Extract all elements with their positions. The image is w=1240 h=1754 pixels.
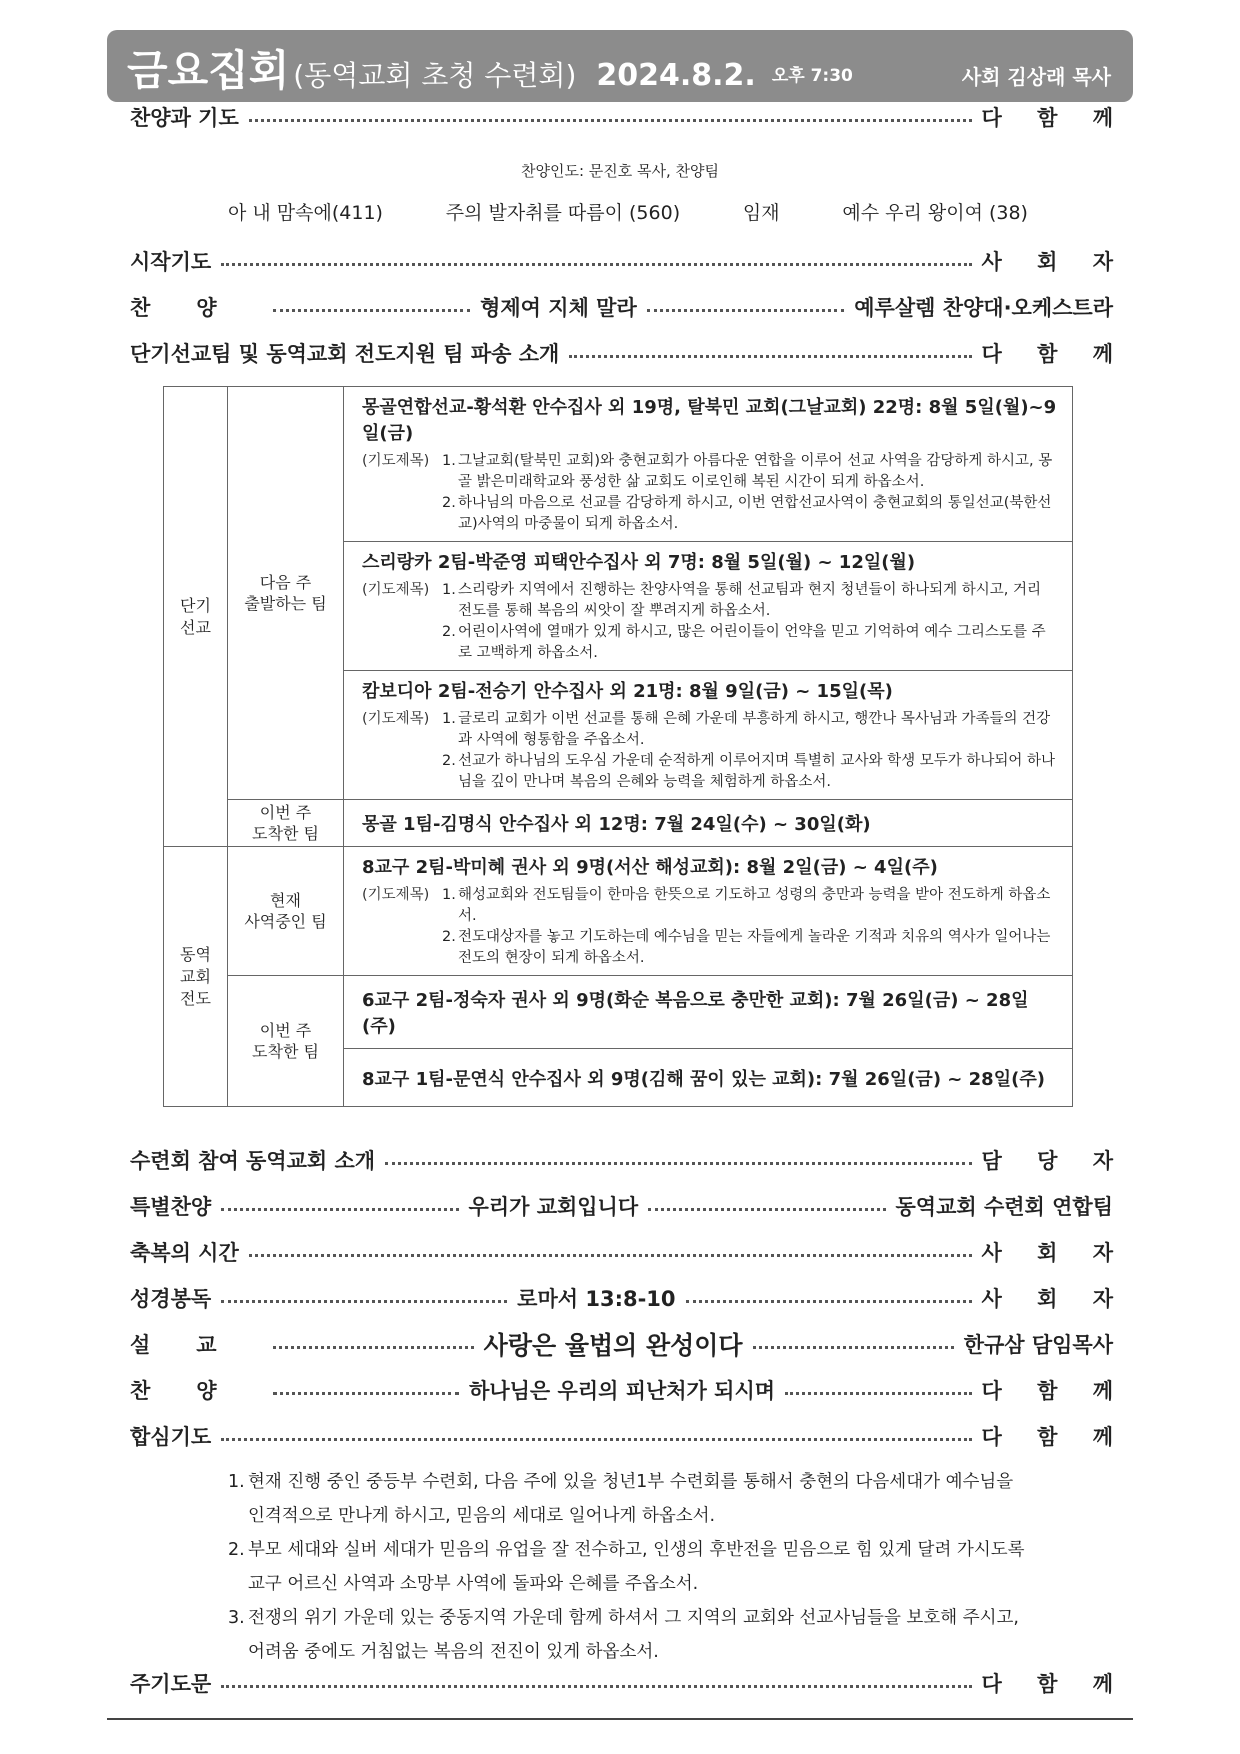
order-label: 특별찬양	[130, 1195, 212, 1219]
praise-leaders: 찬양인도: 문진호 목사, 찬양팀	[520, 162, 719, 180]
order-label: 성경봉독	[130, 1287, 212, 1311]
order-leader: 사 회 자	[981, 1241, 1127, 1265]
service-date: 2024.8.2.	[596, 58, 756, 93]
category-cell: 동역 교회 전도	[164, 847, 228, 1107]
note-text: 현재 진행 중인 중등부 수련회, 다음 주에 있을 청년1부 수련회를 통해서 충현의 다음세대가 예수님을 인격적으로 만나게 하시고, 믿음의 세대로 일어나게 하옵소서.	[248, 1472, 1014, 1526]
list-item: 2. 부모 세대와 실버 세대가 믿음의 유업을 잘 전수하고, 인생의 후반전을 믿음으로 힘 있게 달려 가시도록 교구 어르신 사역과 소망부 사역에 돌파와 은혜를 주옵소서.	[228, 1533, 1028, 1601]
prayer-item: 스리랑카 지역에서 진행하는 찬양사역을 통해 선교팀과 현지 청년들이 하나되게 하시고, 거리 전도를 통해 복음의 씨앗이 잘 뿌려지게 하옵소서.	[458, 582, 1041, 620]
footer-divider	[107, 1718, 1133, 1720]
dot-leader	[221, 263, 971, 266]
dot-leader	[221, 1300, 507, 1303]
order-label: 축복의 시간	[130, 1241, 239, 1265]
dot-leader	[785, 1392, 972, 1395]
note-text: 전쟁의 위기 가운데 있는 중동지역 가운데 함께 하셔서 그 지역의 교회와 선교사님들을 보호해 주시고, 어려움 중에도 거침없는 복음의 전진이 있게 하옵소서.	[248, 1608, 1019, 1662]
prayer-block: (기도제목) 1. 해성교회와 전도팀들이 한마음 한뜻으로 기도하고 성령의 충만과 능력을 받아 전도하게 하옵소서. 2. 전도대상자를 놓고 기도하는데 예수님을 믿는 자들에게 놀라운 기적과 치유의 역사가 일어나는 전도의 현장이 되게 하옵소서.	[362, 885, 1058, 969]
song-item: 주의 발자취를 따름이 (560)	[445, 202, 681, 224]
prayer-item: 하나님의 마음으로 선교를 감당하게 하시고, 이번 연합선교사역이 충현교회의 통일선교(북한선교)사역의 마중물이 되게 하옵소서.	[458, 495, 1052, 533]
dot-leader	[385, 1162, 971, 1165]
list-item: 1. 현재 진행 중인 중등부 수련회, 다음 주에 있을 청년1부 수련회를 통해서 충현의 다음세대가 예수님을 인격적으로 만나게 하시고, 믿음의 세대로 일어나게 하옵소서.	[228, 1465, 1028, 1533]
mission-table	[163, 386, 1073, 1107]
team-cell	[344, 542, 1073, 671]
prayer-item: 어린이사역에 열매가 있게 하시고, 많은 어린이들이 언약을 믿고 기억하여 예수 그리스도를 주로 고백하게 하옵소서.	[458, 624, 1046, 662]
order-item	[130, 1143, 1127, 1177]
prayer-notes	[228, 1465, 1028, 1669]
order-title: 로마서 13:8-10	[517, 1287, 676, 1311]
team-title: 8교구 2팀-박미혜 권사 외 9명(서산 해성교회): 8월 2일(금) ~ 4일(주)	[362, 857, 938, 879]
order-label: 수련회 참여 동역교회 소개	[130, 1149, 376, 1173]
order-leader: 다 함 께	[981, 106, 1127, 130]
team-title: 몽골 1팀-김명식 안수집사 외 12명: 7월 24일(수) ~ 30일(화)	[362, 814, 871, 836]
header-banner	[107, 30, 1133, 102]
prayer-block: (기도제목) 1. 그날교회(탈북민 교회)와 충현교회가 아름다운 연합을 이루어 선교 사역을 감당하게 하시고, 몽골 밝은미래학교와 풍성한 삶 교회도 이로인해 복된 시간이 되게 하옵소서. 2. 하나님의 마음으로 선교를 감당하게 하시고, 이번 연합선교사역이 충현교회의 통일선교(북한선교)사역의 마중물이 되게 하옵소서.	[362, 451, 1058, 535]
team-title: 캄보디아 2팀-전승기 안수집사 외 21명: 8월 9일(금) ~ 15일(목)	[362, 681, 893, 703]
order-leader: 다 함 께	[981, 342, 1127, 366]
prayer-tag: (기도제목)	[362, 453, 430, 469]
song-item: 아 내 맘속에(411)	[228, 202, 383, 224]
order-leader: 사 회 자	[981, 250, 1127, 274]
dot-leader	[273, 309, 471, 312]
subcategory-cell: 현재 사역중인 팀	[228, 847, 344, 976]
dot-leader	[221, 1438, 971, 1441]
song-item: 예수 우리 왕이여 (38)	[842, 202, 1028, 224]
prayer-tag: (기도제목)	[362, 887, 430, 904]
order-item	[130, 100, 1127, 134]
order-item	[130, 1281, 1128, 1315]
order-label: 주기도문	[130, 1672, 212, 1696]
team-cell	[344, 671, 1073, 800]
order-item	[130, 1189, 1113, 1223]
order-leader: 다 함 께	[981, 1672, 1127, 1696]
team-title: 6교구 2팀-정숙자 권사 외 9명(화순 복음으로 충만한 교회): 7월 26일(금) ~ 28일(주)	[362, 990, 1029, 1038]
list-item: 3. 전쟁의 위기 가운데 있는 중동지역 가운데 함께 하셔서 그 지역의 교회와 선교사님들을 보호해 주시고, 어려움 중에도 거침없는 복음의 전진이 있게 하옵소서.	[228, 1601, 1028, 1669]
prayer-item: 글로리 교회가 이번 선교를 통해 은혜 가운데 부흥하게 하시고, 행깐나 목사님과 가족들의 건강과 사역에 형통함을 주옵소서.	[458, 711, 1051, 749]
order-label: 시작기도	[130, 250, 212, 274]
order-title: 형제여 지체 말라	[480, 296, 637, 320]
order-leader: 다 함 께	[981, 1379, 1127, 1403]
order-item	[130, 1419, 1127, 1453]
subcategory-cell: 다음 주 출발하는 팀	[228, 387, 344, 800]
page-title: 금요집회	[127, 46, 290, 95]
category-cell: 단기 선교	[164, 387, 228, 847]
order-label: 찬양과 기도	[130, 106, 239, 130]
order-label: 설교	[130, 1333, 263, 1357]
dot-leader	[273, 1392, 460, 1395]
order-leader: 동역교회 수련회 연합팀	[895, 1195, 1113, 1219]
service-time: 오후 7:30	[771, 66, 853, 86]
table-row	[164, 387, 1073, 542]
order-item	[130, 290, 1113, 324]
subcategory-cell: 이번 주 도착한 팀	[228, 800, 344, 847]
team-title: 스리랑카 2팀-박준영 피택안수집사 외 7명: 8월 5일(월) ~ 12일(월)	[362, 552, 916, 574]
dot-leader	[273, 1346, 474, 1349]
prayer-block: (기도제목) 1. 글로리 교회가 이번 선교를 통해 은혜 가운데 부흥하게 하시고, 행깐나 목사님과 가족들의 건강과 사역에 형통함을 주옵소서. 2. 선교가 하나님의 도우심 가운데 순적하게 이루어지며 특별히 교사와 학생 모두가 하나되어 하나님을 깊이 만나며 복음의 은혜와 능력을 체험하게 하옵소서.	[362, 709, 1058, 793]
note-text: 부모 세대와 실버 세대가 믿음의 유업을 잘 전수하고, 인생의 후반전을 믿음으로 힘 있게 달려 가시도록 교구 어르신 사역과 소망부 사역에 돌파와 은혜를 주옵소서.	[248, 1540, 1025, 1594]
order-item	[130, 1327, 1113, 1361]
order-label: 단기선교팀 및 동역교회 전도지원 팀 파송 소개	[130, 342, 560, 366]
order-item	[130, 1235, 1127, 1269]
prayer-item: 전도대상자를 놓고 기도하는데 예수님을 믿는 자들에게 놀라운 기적과 치유의 역사가 일어나는 전도의 현장이 되게 하옵소서.	[458, 929, 1051, 967]
order-item	[130, 244, 1127, 278]
table-row	[164, 847, 1073, 976]
dot-leader	[686, 1300, 972, 1303]
dot-leader	[648, 1208, 885, 1211]
order-title: 하나님은 우리의 피난처가 되시며	[469, 1379, 776, 1403]
dot-leader	[249, 119, 972, 122]
team-title: 8교구 1팀-문연식 안수집사 외 9명(김해 꿈이 있는 교회): 7월 26일(금) ~ 28일(주)	[362, 1068, 1045, 1090]
subcategory-cell: 이번 주 도착한 팀	[228, 976, 344, 1107]
order-item	[130, 336, 1127, 370]
team-cell	[344, 387, 1073, 542]
sermon-title: 사랑은 율법의 완성이다	[483, 1331, 743, 1360]
prayer-tag: (기도제목)	[362, 711, 430, 728]
prayer-tag: (기도제목)	[362, 582, 430, 599]
prayer-item: 선교가 하나님의 도우심 가운데 순적하게 이루어지며 특별히 교사와 학생 모두가 하나되어 하나님을 깊이 만나며 복음의 은혜와 능력을 체험하게 하옵소서.	[458, 753, 1055, 791]
table-row	[164, 800, 1073, 847]
order-leader: 예루살렘 찬양대·오케스트라	[854, 296, 1113, 320]
dot-leader	[569, 355, 971, 358]
order-label: 찬양	[130, 296, 263, 320]
team-cell	[344, 1049, 1073, 1107]
order-label: 합심기도	[130, 1425, 212, 1449]
order-leader: 사 회 자	[981, 1287, 1128, 1311]
order-title: 우리가 교회입니다	[468, 1195, 639, 1219]
dot-leader	[221, 1685, 971, 1688]
team-cell	[344, 800, 1073, 847]
order-leader: 다 함 께	[981, 1425, 1127, 1449]
order-leader: 담 당 자	[981, 1149, 1127, 1173]
team-cell	[344, 976, 1073, 1049]
dot-leader	[249, 1254, 972, 1257]
song-item: 임재	[742, 202, 780, 224]
song-list	[228, 198, 1028, 225]
dot-leader	[753, 1346, 954, 1349]
service-host: 사회 김상래 목사	[961, 65, 1111, 89]
dot-leader	[221, 1208, 458, 1211]
team-cell	[344, 847, 1073, 976]
page-subtitle: (동역교회 초청 수련회)	[293, 59, 577, 93]
prayer-item: 해성교회와 전도팀들이 한마음 한뜻으로 기도하고 성령의 충만과 능력을 받아 전도하게 하옵소서.	[458, 887, 1051, 925]
table-row	[164, 976, 1073, 1049]
order-leader: 한규삼 담임목사	[963, 1333, 1113, 1357]
order-item	[130, 1373, 1127, 1407]
dot-leader	[647, 309, 845, 312]
prayer-block: (기도제목) 1. 스리랑카 지역에서 진행하는 찬양사역을 통해 선교팀과 현지 청년들이 하나되게 하시고, 거리 전도를 통해 복음의 씨앗이 잘 뿌려지게 하옵소서. 2. 어린이사역에 열매가 있게 하시고, 많은 어린이들이 언약을 믿고 기억하여 예수 그리스도를 주로 고백하게 하옵소서.	[362, 580, 1058, 664]
prayer-item: 그날교회(탈북민 교회)와 충현교회가 아름다운 연합을 이루어 선교 사역을 감당하게 하시고, 몽골 밝은미래학교와 풍성한 삶 교회도 이로인해 복된 시간이 되게 하옵소서.	[458, 453, 1053, 491]
order-label: 찬양	[130, 1379, 263, 1403]
order-item	[130, 1666, 1127, 1700]
team-title: 몽골연합선교-황석환 안수집사 외 19명, 탈북민 교회(그날교회) 22명: 8월 5일(월)~9일(금)	[362, 397, 1057, 444]
